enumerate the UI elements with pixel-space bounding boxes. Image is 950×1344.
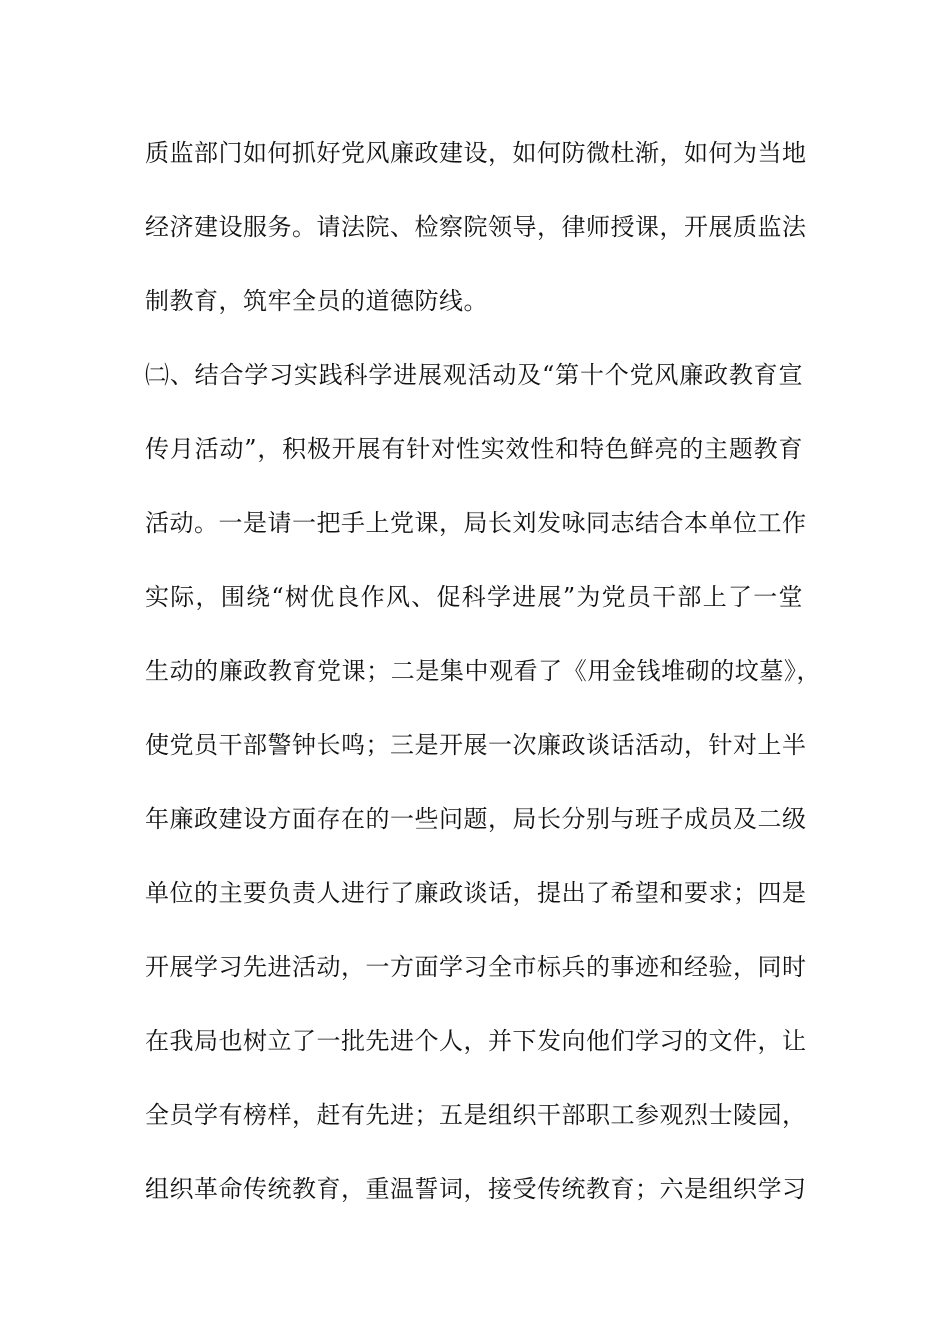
- text-line-14: 全员学有榜样，赶有先进；五是组织干部职工参观烈士陵园，: [145, 1101, 807, 1129]
- text-line-4: ㈡、结合学习实践科学进展观活动及“第十个党风廉政教育宣: [145, 361, 803, 389]
- text-line-2: 经济建设服务。请法院、检察院领导，律师授课，开展质监法: [145, 213, 807, 241]
- text-line-1: 质监部门如何抓好党风廉政建设，如何防微杜渐，如何为当地: [145, 139, 807, 167]
- text-line-12: 开展学习先进活动，一方面学习全市标兵的事迹和经验，同时: [145, 953, 807, 981]
- body-text: [145, 131, 825, 1241]
- text-line-6: 活动。一是请一把手上党课，局长刘发咏同志结合本单位工作: [145, 509, 807, 537]
- text-line-8: 生动的廉政教育党课；二是集中观看了《用金钱堆砌的坟墓》，: [145, 657, 821, 685]
- text-line-10: 年廉政建设方面存在的一些问题，局长分别与班子成员及二级: [145, 805, 807, 833]
- text-line-11: 单位的主要负责人进行了廉政谈话，提出了希望和要求；四是: [145, 879, 807, 907]
- text-line-5: 传月活动”，积极开展有针对性实效性和特色鲜亮的主题教育: [145, 435, 803, 463]
- text-line-15: 组织革命传统教育，重温誓词，接受传统教育；六是组织学习: [145, 1175, 807, 1203]
- text-line-7: 实际，围绕“树优良作风、促科学进展”为党员干部上了一堂: [145, 583, 803, 611]
- text-line-3: 制教育，筑牢全员的道德防线。: [145, 287, 488, 315]
- text-line-13: 在我局也树立了一批先进个人，并下发向他们学习的文件，让: [145, 1027, 807, 1055]
- text-line-9: 使党员干部警钟长鸣；三是开展一次廉政谈话活动，针对上半: [145, 731, 807, 759]
